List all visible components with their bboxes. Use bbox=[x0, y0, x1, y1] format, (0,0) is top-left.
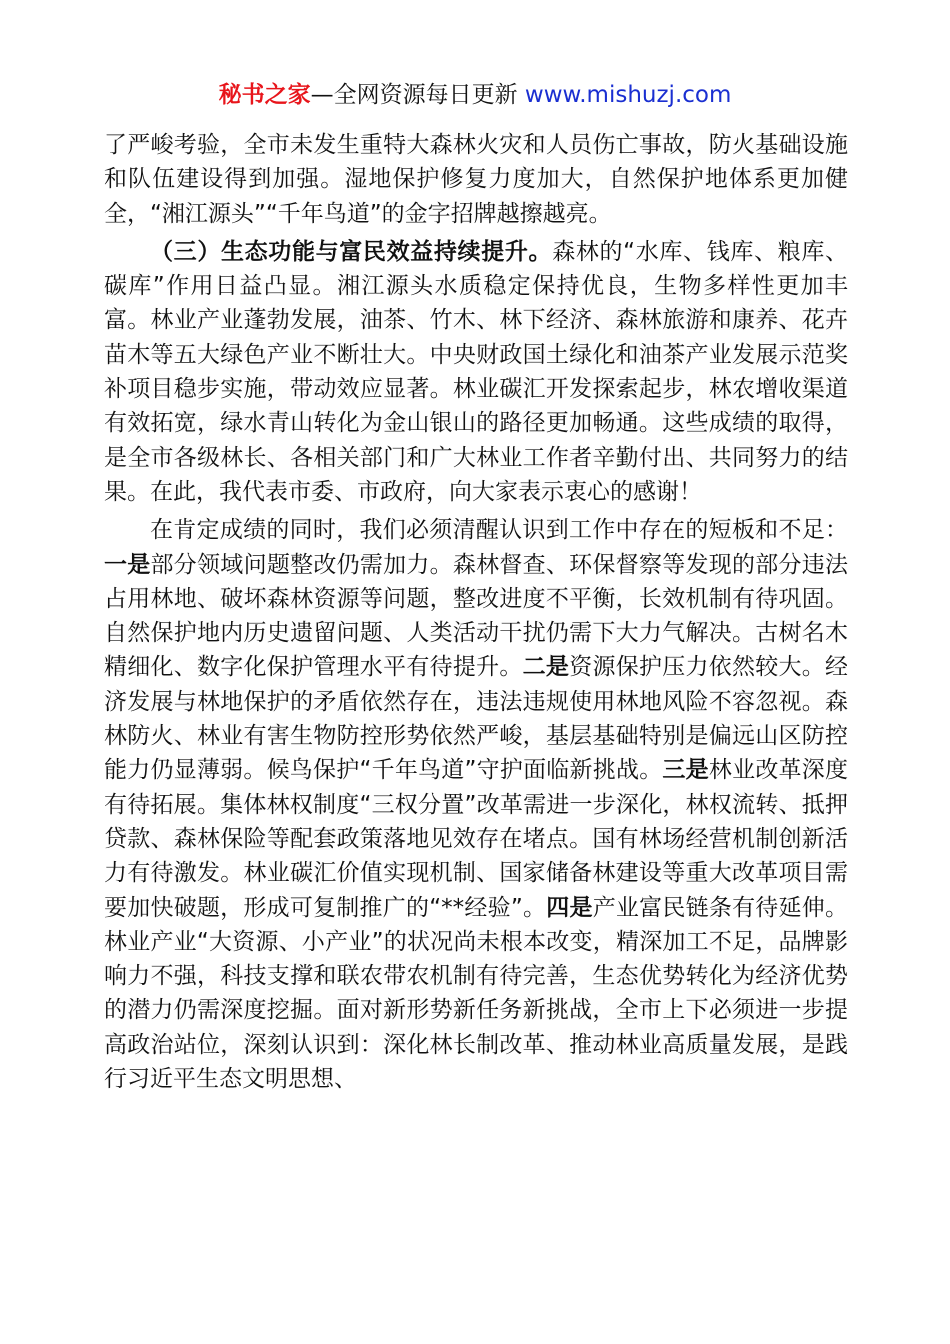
point-label-1: 一是 bbox=[104, 551, 151, 578]
point-text-1: 部分领域问题整改仍需加力。森林督查、环保督察等发现的部分违法占用林地、破坏森林资源等问题，整改进度不平衡，长效机制有待巩固。自然保护地内历史遗留问题、人类活动干扰仍需下大力气解决。古树名木精细化、数字化保护管理水平有待提升。 bbox=[104, 551, 849, 681]
point-label-4: 四是 bbox=[546, 894, 593, 921]
point-label-2: 二是 bbox=[522, 654, 570, 681]
point-text-3: 林业改革深度有待拓展。集体林权制度“三权分置”改革需进一步深化，林权流转、抵押贷款、森林保险等配套政策落地见效存在堵点。国有林场经营机制创新活力有待激发。林业碳汇价值实现机制、国家储备林建设等重大改革项目需要加快破题，形成可复制推广的“**经验”。 bbox=[104, 757, 848, 921]
paragraph-continuation: 了严峻考验，全市未发生重特大森林火灾和人员伤亡事故，防火基础设施和队伍建设得到加强。湿地保护修复力度加大，自然保护地体系更加健全，“湘江源头”“千年鸟道”的金字招牌越擦越亮。 bbox=[104, 132, 848, 227]
site-url-link[interactable]: www.mishuzj.com bbox=[524, 82, 732, 108]
point-label-3: 三是 bbox=[662, 757, 709, 784]
section-heading: （三）生态功能与富民效益持续提升。 bbox=[150, 238, 553, 265]
paragraph-shortcomings bbox=[104, 513, 848, 1096]
shortcomings-intro: 在肯定成绩的同时，我们必须清醒认识到工作中存在的短板和不足： bbox=[150, 517, 848, 544]
point-text-4: 产业富民链条有待延伸。林业产业“大资源、小产业”的状况尚未根本改变，精深加工不足，品牌影响力不强，科技支撑和联农带农机制有待完善，生态优势转化为经济优势的潜力仍需深度挖掘。面对新形势新任务新挑战，全市上下必须进一步提高政治站位，深刻认识到：深化林长制改革、推动林业高质量发展，是践行习近平生态文明思想、 bbox=[104, 894, 848, 1093]
point-text-2: 资源保护压力依然较大。经济发展与林地保护的矛盾依然存在，违法违规使用林地风险不容忽视。森林防火、林业有害生物防控形势依然严峻，基层基础特别是偏远山区防控能力仍显薄弱。候鸟保护“千年鸟道”守护面临新挑战。 bbox=[104, 654, 849, 784]
site-brand: 秘书之家 bbox=[218, 82, 311, 108]
document-body bbox=[104, 128, 848, 1100]
site-slogan: —全网资源每日更新 bbox=[310, 82, 525, 108]
site-header bbox=[0, 78, 950, 112]
paragraph-section-three bbox=[104, 235, 848, 509]
section-text: 森林的“水库、钱库、粮库、碳库”作用日益凸显。湘江源头水质稳定保持优良，生物多样性更加丰富。林业产业蓬勃发展，油茶、竹木、林下经济、森林旅游和康养、花卉苗木等五大绿色产业不断壮大。中央财政国土绿化和油茶产业发展示范奖补项目稳步实施，带动效应显著。林业碳汇开发探索起步，林农增收渠道有效拓宽，绿水青山转化为金山银山的路径更加畅通。这些成绩的取得，是全市各级林长、各相关部门和广大林业工作者辛勤付出、共同努力的结果。在此，我代表市委、市政府，向大家表示衷心的感谢！ bbox=[104, 238, 848, 505]
